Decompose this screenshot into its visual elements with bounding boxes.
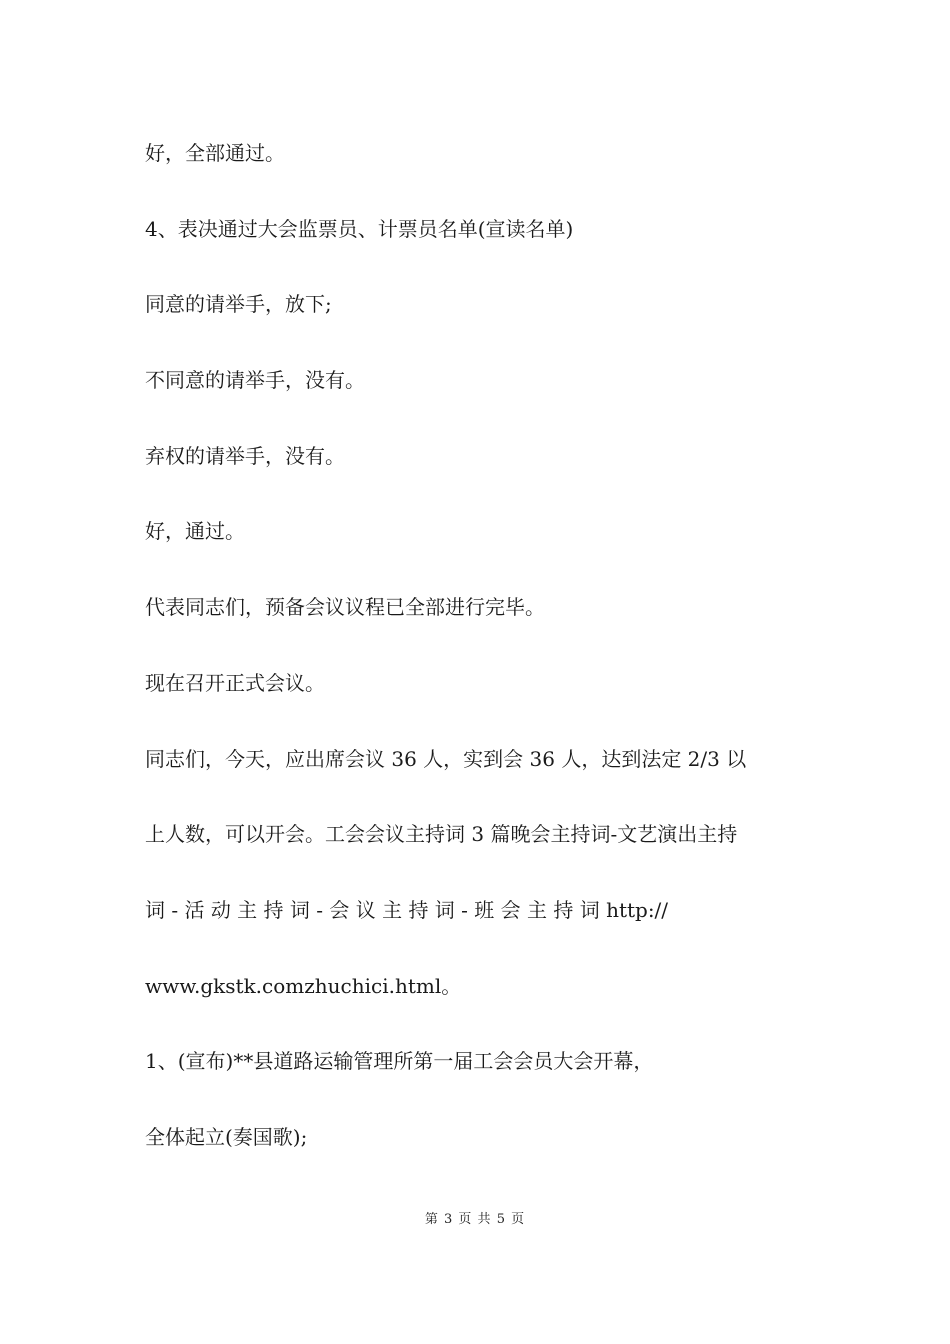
paragraph-line: 好，通过。 — [145, 519, 245, 544]
paragraph-line: www.gkstk.comzhuchici.html。 — [145, 973, 462, 998]
page-number-footer: 第 3 页 共 5 页 — [424, 1212, 526, 1227]
document-body — [145, 131, 807, 1191]
paragraph-line: 1、(宣布)**县道路运输管理所第一届工会会员大会开幕， — [145, 1049, 654, 1074]
paragraph-line: 上人数，可以开会。工会会议主持词 3 篇晚会主持词-文艺演出主持 — [145, 822, 738, 847]
paragraph-line: 同志们，今天，应出席会议 36 人，实到会 36 人，达到法定 2/3 以 — [145, 746, 747, 771]
paragraph-line: 同意的请举手，放下; — [145, 292, 332, 317]
paragraph-line: 弃权的请举手，没有。 — [145, 443, 345, 468]
paragraph-line: 好，全部通过。 — [145, 141, 285, 165]
paragraph-line: 代表同志们，预备会议议程已全部进行完毕。 — [145, 595, 545, 620]
paragraph-line: 不同意的请举手，没有。 — [145, 368, 365, 393]
paragraph-line: 全体起立(奏国歌); — [145, 1124, 308, 1149]
paragraph-line: 现在召开正式会议。 — [145, 670, 325, 695]
paragraph-line: 4、表决通过大会监票员、计票员名单(宣读名单) — [145, 216, 574, 241]
paragraph-line: 词 - 活 动 主 持 词 - 会 议 主 持 词 - 班 会 主 持 词 http:// — [145, 897, 669, 922]
